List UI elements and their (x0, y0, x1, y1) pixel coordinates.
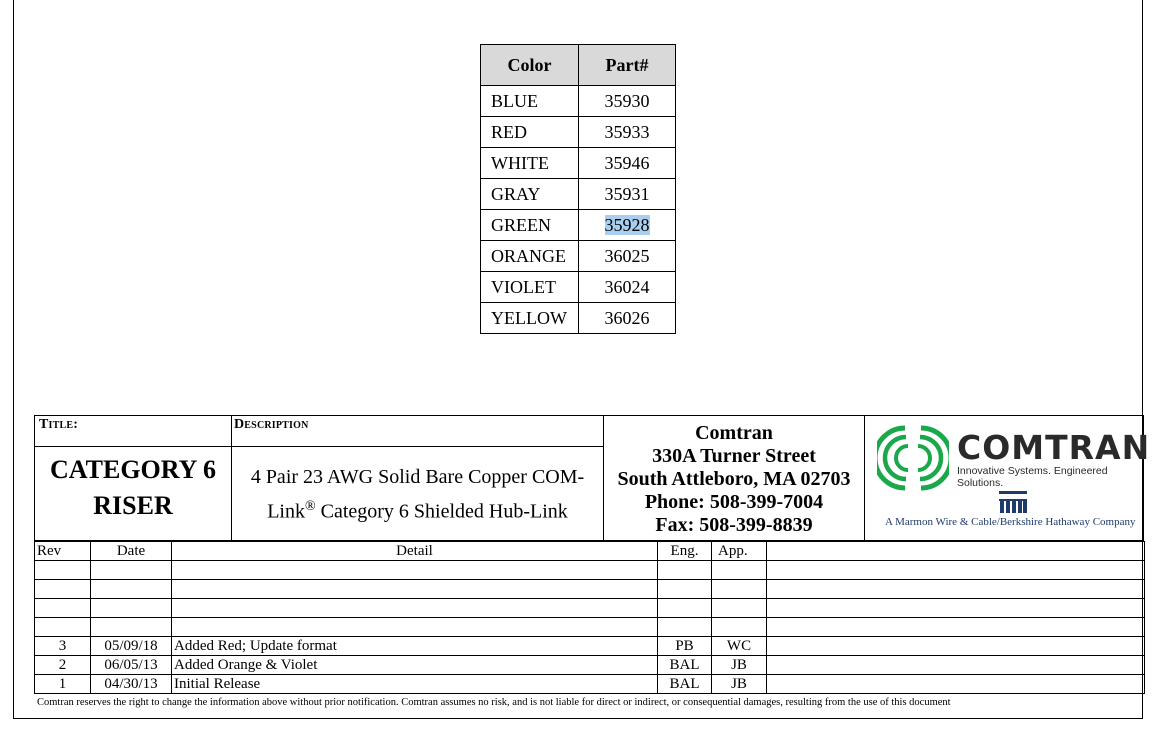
color-cell: VIOLET (481, 272, 579, 303)
color-cell: ORANGE (481, 241, 579, 272)
parts-header-row (481, 45, 676, 86)
product-description (232, 447, 603, 527)
city-address: South Attleboro, MA 02703 (617, 468, 851, 490)
color-cell: GRAY (481, 179, 579, 210)
detail-cell: Initial Release (172, 675, 658, 694)
table-row (35, 656, 1145, 675)
parent-company-text: A Marmon Wire & Cable/Berkshire Hathaway Company (885, 516, 1136, 528)
date-cell: 06/05/13 (91, 656, 172, 675)
date-header: Date (91, 542, 172, 561)
table-row (481, 117, 676, 148)
description-line-2 (232, 492, 603, 527)
eng-header: Eng. (658, 542, 712, 561)
color-cell: BLUE (481, 86, 579, 117)
app-header: App. (712, 542, 767, 561)
address-cell (603, 415, 865, 541)
table-row (481, 303, 676, 334)
color-cell: GREEN (481, 210, 579, 241)
disclaimer-footer: Comtran reserves the right to change the information above without prior notification. Comtran assumes no risk, and is not liable for direct or indirect, or consequential damages, resulting from the use of this document (37, 697, 951, 708)
app-cell: WC (712, 637, 767, 656)
table-row (481, 148, 676, 179)
date-cell: 05/09/18 (91, 637, 172, 656)
company-name: Comtran (695, 422, 773, 444)
part-cell: 36026 (579, 303, 676, 334)
description-link-text: Link (267, 500, 305, 523)
part-cell: 35931 (579, 179, 676, 210)
comtran-tagline: Innovative Systems. Engineered Solutions. (957, 465, 1108, 489)
eng-cell: BAL (658, 675, 712, 694)
title-value-cell (34, 446, 232, 541)
fax-number: Fax: 508-399-8839 (655, 514, 813, 536)
logo-cell (864, 415, 1151, 541)
color-part-table (480, 44, 676, 334)
color-cell: WHITE (481, 148, 579, 179)
color-header: Color (481, 45, 579, 86)
eng-cell: PB (658, 637, 712, 656)
part-cell: 35930 (579, 86, 676, 117)
color-cell: YELLOW (481, 303, 579, 334)
part-cell: 36024 (579, 272, 676, 303)
page-border-bottom (13, 718, 1143, 719)
marmon-logo-icon (999, 491, 1027, 513)
table-row (35, 618, 1145, 637)
extra-header (767, 542, 1145, 561)
app-cell: JB (712, 656, 767, 675)
description-value-cell (231, 446, 604, 541)
detail-header: Detail (172, 542, 658, 561)
selected-text-highlight[interactable]: 35928 (604, 215, 650, 235)
detail-cell: Added Orange & Violet (172, 656, 658, 675)
description-label-cell (231, 415, 604, 447)
table-row (481, 86, 676, 117)
table-row (481, 179, 676, 210)
rev-cell: 3 (35, 637, 91, 656)
description-rest-text: Category 6 Shielded Hub-Link (315, 500, 568, 523)
revision-table (34, 541, 1145, 694)
comtran-wordmark: COMTRAN (957, 428, 1151, 467)
part-cell-selected[interactable] (579, 210, 676, 241)
app-cell: JB (712, 675, 767, 694)
title-label: Title: (39, 417, 79, 432)
table-row (35, 599, 1145, 618)
registered-mark: ® (304, 499, 316, 514)
rev-cell: 1 (35, 675, 91, 694)
table-row (35, 561, 1145, 580)
part-cell: 36025 (579, 241, 676, 272)
part-header: Part# (579, 45, 676, 86)
company-address (604, 416, 864, 537)
table-row (481, 210, 676, 241)
table-row (35, 580, 1145, 599)
comtran-logo-icon (877, 422, 949, 494)
phone-number: Phone: 508-399-7004 (644, 491, 824, 513)
table-row (35, 637, 1145, 656)
table-row (481, 272, 676, 303)
eng-cell: BAL (658, 656, 712, 675)
rev-cell: 2 (35, 656, 91, 675)
color-cell: RED (481, 117, 579, 148)
table-row (35, 675, 1145, 694)
product-title-line-1: CATEGORY 6 (50, 455, 216, 484)
rev-header: Rev (35, 542, 91, 561)
table-row (481, 241, 676, 272)
part-cell: 35946 (579, 148, 676, 179)
title-label-cell (34, 415, 232, 447)
product-title-line-2: RISER (93, 491, 173, 520)
page-border-left (13, 0, 14, 719)
street-address: 330A Turner Street (652, 445, 816, 467)
description-line-1: 4 Pair 23 AWG Solid Bare Copper COM- (250, 466, 585, 488)
revision-header-row (35, 542, 1145, 561)
detail-cell: Added Red; Update format (172, 637, 658, 656)
product-title (35, 447, 231, 524)
description-label: Description (234, 417, 309, 432)
part-cell: 35933 (579, 117, 676, 148)
date-cell: 04/30/13 (91, 675, 172, 694)
